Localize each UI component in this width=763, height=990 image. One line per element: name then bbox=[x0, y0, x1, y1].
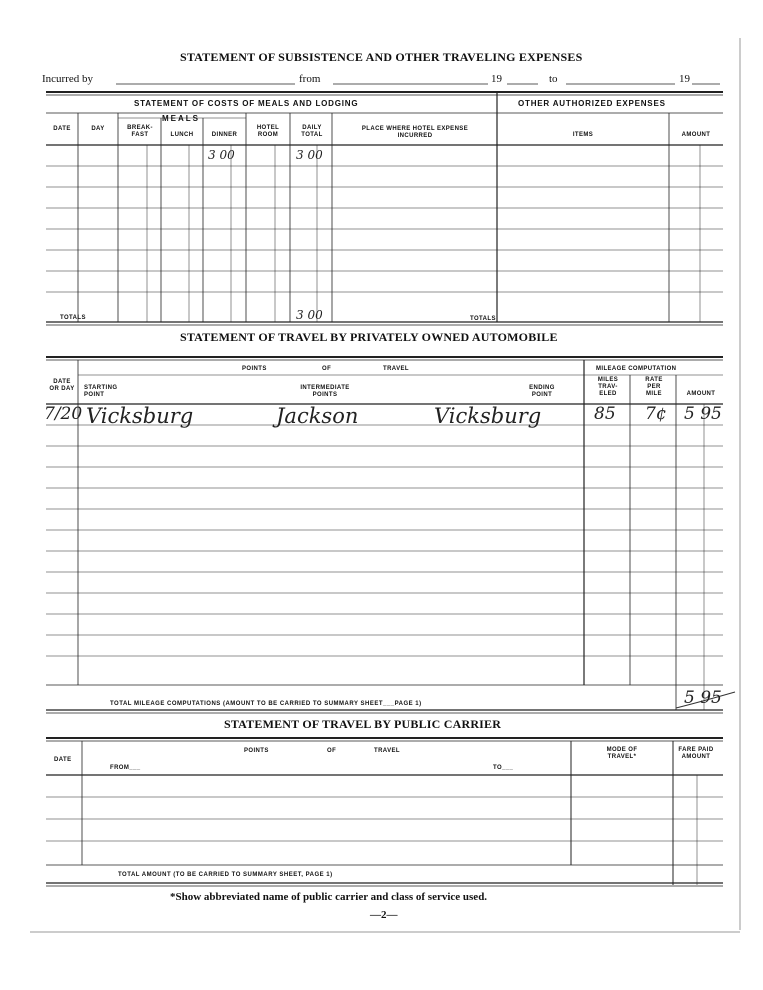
incurred-by-label: Incurred by bbox=[42, 73, 94, 85]
auto-col-ending-header: ENDING POINT bbox=[529, 385, 555, 398]
auto-row1-date: 7/20 bbox=[44, 404, 83, 424]
footnote: *Show abbreviated name of public carrier and class of service used. bbox=[170, 891, 488, 903]
year-label-1: 19 bbox=[491, 73, 502, 85]
auto-travel-heading: STATEMENT OF TRAVEL BY PRIVATELY OWNED AUTOMOBILE bbox=[180, 330, 558, 344]
auto-row1-amount: 5 95 bbox=[684, 404, 722, 424]
auto-points-word-3: TRAVEL bbox=[383, 366, 409, 372]
auto-row1-ending: Vicksburg bbox=[434, 404, 542, 428]
meals-lodging-heading: STATEMENT OF COSTS OF MEALS AND LODGING bbox=[134, 99, 359, 108]
auto-points-word-2: OF bbox=[322, 366, 332, 372]
page-number: —2— bbox=[370, 909, 398, 921]
auto-col-starting-header: STARTING POINT bbox=[84, 385, 118, 398]
other-expenses-heading: OTHER AUTHORIZED EXPENSES bbox=[518, 99, 666, 108]
from-label: from bbox=[299, 73, 321, 85]
col-breakfast-header: BREAK- FAST bbox=[127, 125, 153, 138]
auto-points-word-1: POINTS bbox=[242, 366, 267, 372]
row1-daily-total-value: 3 00 bbox=[296, 148, 323, 162]
carrier-from-label: FROM___ bbox=[110, 765, 141, 771]
carrier-col-date-header: DATE bbox=[54, 757, 72, 763]
carrier-points-word-2: OF bbox=[327, 748, 337, 754]
col-amount-header: AMOUNT bbox=[681, 132, 711, 138]
col-daily-total-header: DAILY TOTAL bbox=[301, 125, 323, 138]
mileage-computation-heading: MILEAGE COMPUTATION bbox=[596, 366, 677, 372]
auto-col-date-header: DATE OR DAY bbox=[49, 379, 75, 392]
carrier-col-fare-header: FARE PAID AMOUNT bbox=[678, 747, 714, 760]
auto-col-miles-header: MILES TRAV- ELED bbox=[597, 377, 619, 397]
col-place-header: PLACE WHERE HOTEL EXPENSE INCURRED bbox=[361, 126, 469, 139]
to-label: to bbox=[549, 73, 558, 85]
auto-col-rate-header: RATE PER MILE bbox=[645, 377, 663, 397]
auto-col-intermediate-header: INTERMEDIATE POINTS bbox=[300, 385, 350, 398]
auto-total-label: TOTAL MILEAGE COMPUTATIONS (AMOUNT TO BE CARRIED TO SUMMARY SHEET___PAGE 1) bbox=[110, 701, 422, 707]
auto-row1-miles: 85 bbox=[594, 404, 616, 424]
auto-row1-intermediate: Jackson bbox=[276, 404, 359, 428]
carrier-col-mode-header: MODE OF TRAVEL* bbox=[606, 747, 638, 760]
form-title: STATEMENT OF SUBSISTENCE AND OTHER TRAVELING EXPENSES bbox=[180, 50, 583, 64]
col-day-header: DAY bbox=[91, 126, 105, 132]
col-date-header: DATE bbox=[53, 126, 71, 132]
carrier-points-word-3: TRAVEL bbox=[374, 748, 400, 754]
col-items-header: ITEMS bbox=[572, 132, 594, 138]
auto-total-value: 5 95 bbox=[684, 688, 722, 708]
carrier-total-label: TOTAL AMOUNT (TO BE CARRIED TO SUMMARY SHEET, PAGE 1) bbox=[118, 872, 333, 878]
meals-totals-value: 3 00 bbox=[296, 308, 323, 322]
carrier-points-word-1: POINTS bbox=[244, 748, 269, 754]
auto-col-amount-header: AMOUNT bbox=[686, 391, 716, 397]
year-label-2: 19 bbox=[679, 73, 690, 85]
auto-row1-starting: Vicksburg bbox=[86, 404, 194, 428]
col-dinner-header: DINNER bbox=[211, 132, 238, 138]
meals-totals-label: TOTALS bbox=[60, 315, 86, 321]
other-totals-label: TOTALS bbox=[470, 316, 496, 322]
auto-row1-rate: 7¢ bbox=[645, 404, 667, 424]
public-carrier-heading: STATEMENT OF TRAVEL BY PUBLIC CARRIER bbox=[224, 717, 502, 731]
col-lunch-header: LUNCH bbox=[170, 132, 194, 138]
carrier-to-label: TO___ bbox=[493, 765, 514, 771]
row1-dinner-value: 3 00 bbox=[208, 148, 235, 162]
meals-group-heading: MEALS bbox=[162, 114, 200, 123]
col-hotel-room-header: HOTEL ROOM bbox=[256, 125, 280, 138]
